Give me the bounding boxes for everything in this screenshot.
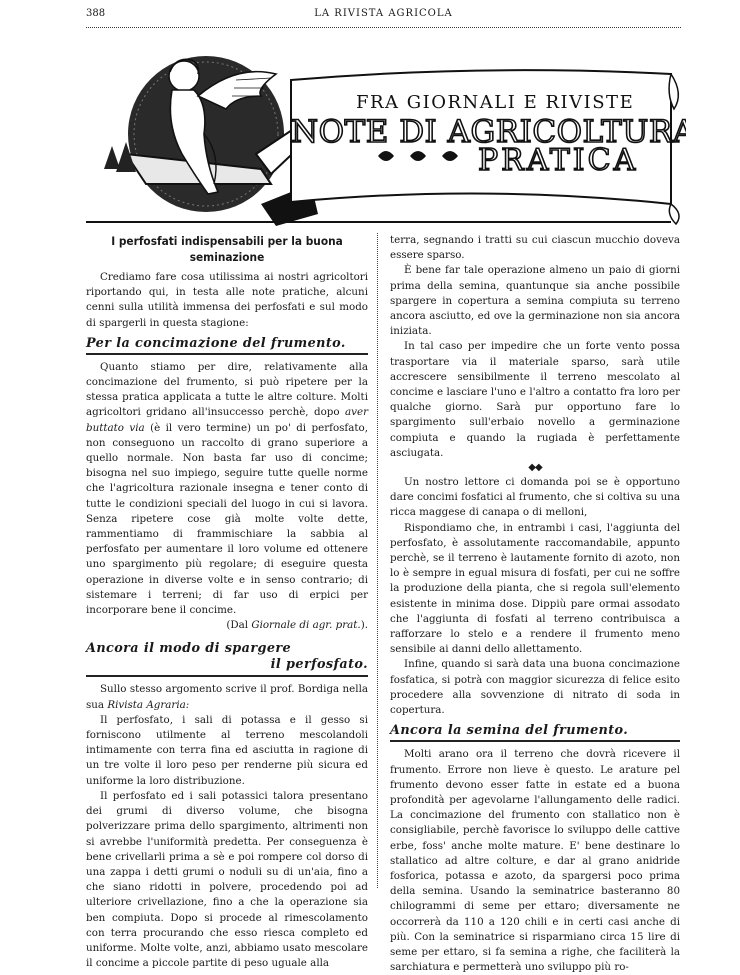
intro-paragraph: Crediamo fare cosa utilissima ai nostri agricoltori riportando qui, in testa alle note pratiche, alcuni cenni sulla utilità immensa dei perfosfati e sul modo di spargerli in questa stagione: — [86, 271, 368, 329]
banner-illustration — [86, 34, 686, 230]
source-citation: (Dal Giornale di agr. prat.). — [226, 619, 368, 632]
body-paragraph: In tal caso per impedire che un forte vento possa trasportare via il materiale sparso, sarà utile accrescere sensibilmente il terreno mescolato al concime e lasciare l'uno e l'altro a contatto fra loro per qualche giorno. Sarà pur opportuno fare lo spargimento sull'erbaio novello a germinazione compiuta e quando la rugiada è perfettamente asciugata. — [390, 340, 680, 459]
body-paragraph: È bene far tale operazione almeno un paio di giorni prima della semina, quantunque sia anche possibile spargere in copertura a semina compiuta su terreno ancora asciutto, ed ove la germinazione non sia ancora iniziata. — [390, 264, 680, 338]
banner-line2: NOTE DI AGRICOLTURA — [291, 114, 686, 150]
leaf-ornament-icon — [378, 151, 458, 161]
reader-question: Un nostro lettore ci domanda poi se è opportuno dare concimi fosfatici al frumento, che si coltiva su una ricca maggese di canapa o di melloni, — [390, 476, 680, 519]
body-paragraph: Infine, quando si sarà data una buona concimazione fosfatica, si potrà con maggior sicurezza di felice esito procedere alla sovvenzione di nitrato di soda in copertura. — [390, 658, 680, 717]
body-paragraph: Rispondiamo che, in entrambi i casi, l'aggiunta del perfosfato, è assolutamente raccomandabile, appunto perchè, se il terreno è lautamente fornito di azoto, non lo è sempre in egual misura di fosfati, per cui ne soffre la produzione della pianta, che si regola sull'elemento esistente in minima dose. Dippiù pare ormai assodato che l'aggiunta di fosfati al terreno contribuisca a rafforzare lo stelo e a rendere il frumento meno sensibile ai danni dello allettamento. — [390, 521, 680, 656]
header-rule — [86, 27, 681, 28]
section-heading-semina: Ancora la semina del frumento. — [390, 723, 680, 742]
section1-paragraph: Quanto stiamo per dire, relativamente alla concimazione del frumento, si può ripetere per la stessa pratica applicata a tutte le altre colture. Molti agricoltori gridano all'insuccesso perchè, dopo aver buttato via (è il vero termine) un po' di perfosfato, non conseguono un raccolto di grano superiore a quello normale. Non basta far uso di concime; bisogna nel suo impiego, seguire tutte quelle norme che l'agricoltura razionale insegna e tener conto di tutte le condizioni speciali del luogo in cui si lavora. Senza ripetere cose già molte volte dette, rammentiamo di frammischiare la sabbia al perfosfato per aumentare il loro volume ed ottenere uno spargimento più regolare; di eseguire questa operazione in diverse volte e in senso contrario; di sistemare i terreni; di far uso di erpici per incorporare bene il concime. — [86, 360, 368, 617]
left-column — [86, 233, 368, 971]
section-heading-spargere-line1: Ancora il modo di spargere — [86, 641, 292, 657]
article-heading: I perfosfati indispensabili per la buona seminazione — [111, 234, 343, 264]
section-heading-spargere-line2: il perfosfato. — [86, 657, 368, 677]
separator-ornament: ◆◆ — [528, 462, 542, 474]
running-header — [86, 8, 681, 22]
page-number: 388 — [86, 8, 106, 19]
section2-paragraph: Il perfosfato, i sali di potassa e il gesso si forniscono utilmente al terreno mescolandoli intimamente con terra fina ed asciutta in ragione di un tre volte il loro peso per renderne più sicura ed uniforme la loro distribuzione. — [86, 713, 368, 787]
column-divider — [377, 233, 378, 888]
banner-line1: FRA GIORNALI E RIVISTE — [356, 92, 635, 113]
journal-title: LA RIVISTA AGRICOLA — [314, 8, 453, 19]
banner-line3: PRATICA — [478, 143, 639, 178]
right-column — [390, 233, 680, 975]
body-paragraph: Molti arano ora il terreno che dovrà ricevere il frumento. Errore non lieve è questo. Le arature pel frumento devono esser fatte in estate ed a buona profondità per agevolarne l'allungamento delle radici. La concimazione del frumento con stallatico non è consigliabile, perchè favorisce lo sviluppo delle cattive erbe, foss' anche molte mature. E' bene destinare lo stallatico ad altre colture, e dar al grano anidride fosforica, potassa e azoto, da spargersi poco prima della semina. Usando la seminatrice basteranno 80 chilogrammi di seme per ettaro; diversamente ne occorrerà da 110 a 120 chili e in certi casi anche di più. Con la seminatrice si risparmiano circa 15 lire di seme per ettaro, si fa semina a righe, che faciliterà la sarchiatura e permetterà uno sviluppo più ro- — [390, 748, 680, 974]
continued-paragraph: terra, segnando i tratti su cui ciascun mucchio doveva essere sparso. — [390, 234, 680, 262]
section-heading-concimazione: Per la concimazione del frumento. — [86, 336, 368, 355]
section2-paragraph: Il perfosfato ed i sali potassici talora presentano dei grumi di diverso volume, che bisogna polverizzare prima dello spargimento, altrimenti non si avrebbe l'uniformità predetta. Per conseguenza è bene crivellarli prima a sè e poi rompere col dorso di una zappa i detti grumi o noduli su di un'aia, fino a che siano ridotti in polvere, procedendo poi ad ulteriore crivellazione, fino a che la operazione sia ben compiuta. Dopo si procede al rimescolamento con terra procurando che esso riesca completo ed uniforme. Molte volte, anzi, abbiamo usato mescolare il concime a piccole partite di peso uguale alla — [86, 789, 368, 970]
section-banner — [86, 34, 686, 230]
section2-intro: Sullo stesso argomento scrive il prof. Bordiga nella sua Rivista Agraria: — [86, 683, 368, 711]
